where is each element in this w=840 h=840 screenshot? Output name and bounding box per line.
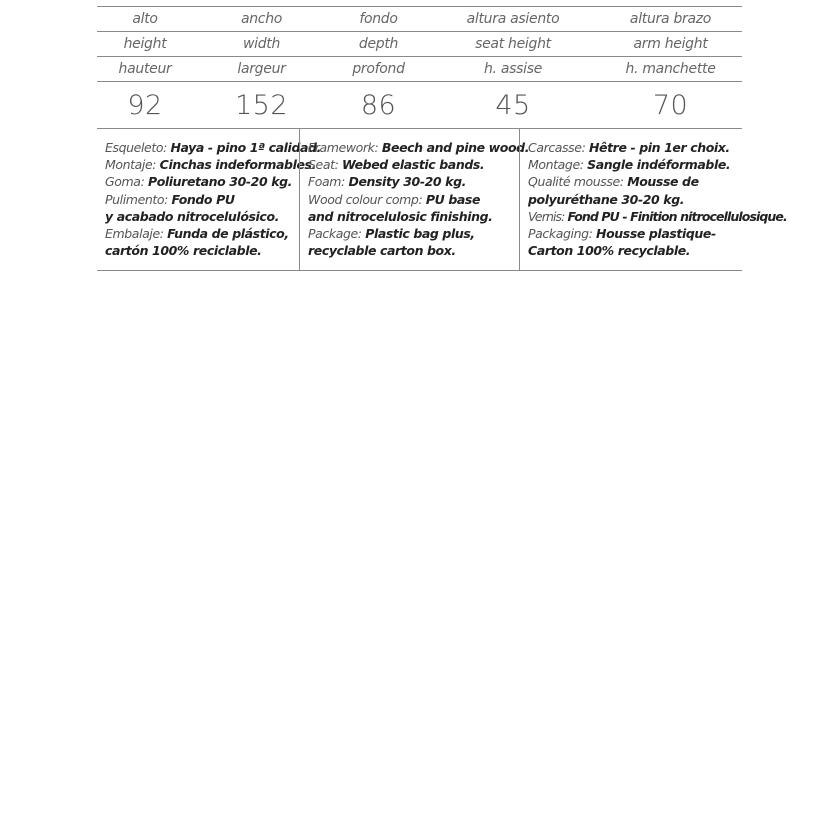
spec-value: polyuréthane 30-20 kg. [528,191,685,207]
dimension-label: altura asiento [427,7,599,32]
spec-key: Esqueleto: [105,140,171,155]
dimension-label: arm height [599,32,742,57]
spec-key: Packaging: [528,226,597,242]
spec-value: Webed elastic bands. [341,157,485,173]
spec-key: Montage: [528,157,588,173]
dimension-label: ancho [193,7,330,32]
spec-key: Wood colour comp: [308,191,426,207]
spec-column-spanish [97,129,321,270]
seat-height-value: 45 [427,82,599,129]
spec-key: Framework: [308,140,382,155]
spec-value: Cinchas indeformables. [159,157,316,173]
spec-line [528,156,742,173]
spec-value: Carton 100% recyclable. [528,243,691,259]
height-value: 92 [97,82,193,129]
dimension-labels-french [97,57,742,82]
dimension-label: height [97,32,193,57]
spec-line [308,173,519,190]
specifications [97,129,787,271]
spec-line [105,225,299,242]
dimension-labels-spanish [97,7,742,32]
dimension-label: h. assise [427,57,599,82]
spec-key: Pulimento: [105,191,172,207]
spec-line [105,208,299,225]
spec-key: Seat: [308,157,342,173]
spec-value: cartón 100% reciclable. [105,243,262,259]
spec-line [308,208,519,225]
spec-line [105,139,321,156]
spec-line [308,156,519,173]
dimension-labels-english [97,32,742,57]
spec-value: recyclable carton box. [308,243,456,259]
spec-line [528,225,742,242]
spec-line [528,173,742,190]
spec-value: Housse plastique- [596,226,716,242]
spec-line [105,191,299,208]
spec-key: Goma: [105,174,148,190]
spec-value: Sangle indéformable. [587,157,731,173]
dimensions-table [97,6,742,129]
spec-line [105,156,316,173]
width-value: 152 [193,82,330,129]
spec-value: Poliuretano 30-20 kg. [147,174,293,190]
spec-key: Vernis: [528,208,568,224]
spec-value: Hêtre - pin 1er choix. [588,140,730,155]
product-spec-sheet [97,6,787,271]
spec-value: Beech and pine wood. [381,140,530,155]
spec-value: Plastic bag plus, [365,226,475,242]
dimension-label: altura brazo [599,7,742,32]
spec-key: Montaje: [105,157,160,173]
spec-key: Carcasse: [528,140,589,155]
dimension-label: profond [330,57,427,82]
spec-line [105,173,299,190]
spec-value: and nitrocelulosic finishing. [308,208,493,224]
spec-value: Funda de plástico, [167,226,289,242]
spec-value: PU base [425,191,481,207]
spec-key: Qualité mousse: [528,174,628,190]
dimension-label: depth [330,32,427,57]
dimension-label: fondo [330,7,427,32]
spec-value: Haya - pino 1ª calidad. [170,140,321,155]
spec-key: Foam: [308,174,349,190]
dimension-label: h. manchette [599,57,742,82]
spec-line [528,208,787,225]
spec-column-french [519,129,787,270]
dimension-label: hauteur [97,57,193,82]
depth-value: 86 [330,82,427,129]
spec-value: Fondo PU [171,191,235,207]
spec-line [528,191,742,208]
spec-value: Density 30-20 kg. [348,174,466,190]
spec-key: Embalaje: [105,226,168,242]
spec-value: y acabado nitrocelulósico. [105,208,279,224]
spec-line [308,225,519,242]
arm-height-value: 70 [599,82,742,129]
spec-line [528,242,742,259]
dimension-label: alto [97,7,193,32]
dimension-values [97,82,742,129]
spec-column-english [299,129,530,270]
spec-line [308,139,530,156]
spec-value: Mousse de [627,174,699,190]
spec-line [105,242,299,259]
dimension-label: width [193,32,330,57]
dimension-label: seat height [427,32,599,57]
spec-value: Fond PU - Finition nitrocellulosique. [567,208,787,224]
spec-line [528,139,742,156]
spec-key: Package: [308,226,366,242]
spec-line [308,191,519,208]
spec-line [308,242,519,259]
dimension-label: largeur [193,57,330,82]
